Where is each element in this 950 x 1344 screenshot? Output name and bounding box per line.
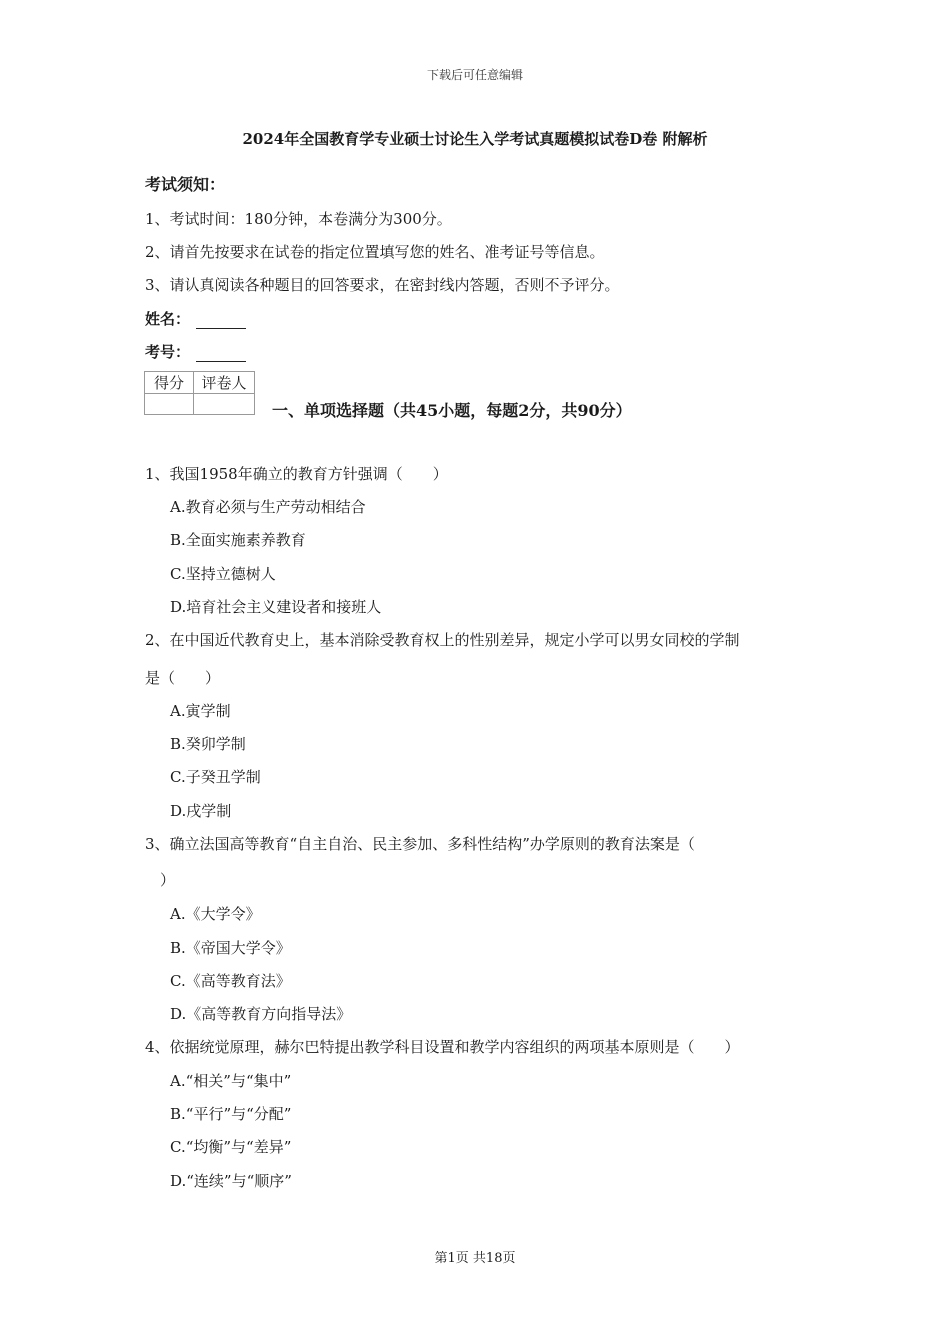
- question-option: C.坚持立德树人: [170, 565, 276, 583]
- question-option: A.“相关”与“集中”: [170, 1072, 292, 1090]
- question-option: D.培育社会主义建设者和接班人: [170, 598, 382, 616]
- name-field: [145, 308, 246, 329]
- section-heading: 一、单项选择题（共45小题，每题2分，共90分）: [272, 401, 632, 420]
- question-option: B.“平行”与“分配”: [170, 1105, 292, 1123]
- notice-item: 1、考试时间：180分钟，本卷满分为300分。: [145, 210, 452, 228]
- question-stem: 2、在中国近代教育史上，基本消除受教育权上的性别差异，规定小学可以男女同校的学制: [145, 631, 740, 649]
- page-footer: 第1页 共18页: [434, 1251, 516, 1266]
- question-option: C.子癸丑学制: [170, 768, 261, 786]
- notice-item: 2、请首先按要求在试卷的指定位置填写您的姓名、准考证号等信息。: [145, 243, 605, 261]
- notice-item: 3、请认真阅读各种题目的回答要求，在密封线内答题，否则不予评分。: [145, 276, 620, 294]
- question-option: C.《高等教育法》: [170, 972, 291, 990]
- name-label: 姓名：: [145, 310, 191, 328]
- question-stem: 3、确立法国高等教育“自主自治、民主参加、多科性结构”办学原则的教育法案是（: [145, 835, 695, 853]
- question-option: D.戌学制: [170, 802, 232, 820]
- question-stem: ）: [145, 871, 176, 889]
- notice-heading: 考试须知：: [145, 175, 226, 194]
- question-option: A.教育必须与生产劳动相结合: [170, 498, 366, 516]
- name-blank[interactable]: [196, 314, 246, 329]
- question-option: B.全面实施素养教育: [170, 531, 306, 549]
- document-title: 2024年全国教育学专业硕士讨论生入学考试真题模拟试卷D卷 附解析: [242, 130, 708, 148]
- id-label: 考号：: [145, 343, 191, 361]
- id-blank[interactable]: [196, 347, 246, 362]
- score-table: [144, 371, 255, 415]
- question-option: B.癸卯学制: [170, 735, 246, 753]
- question-stem: 1、我国1958年确立的教育方针强调（ ）: [145, 465, 448, 483]
- id-field: [145, 341, 246, 362]
- header-note: 下载后可任意编辑: [426, 68, 523, 82]
- question-option: A.寅学制: [170, 702, 231, 720]
- question-option: D.“连续”与“顺序”: [170, 1172, 292, 1190]
- question-stem: 4、依据统觉原理，赫尔巴特提出教学科目设置和教学内容组织的两项基本原则是（ ）: [145, 1038, 740, 1056]
- question-option: C.“均衡”与“差异”: [170, 1138, 292, 1156]
- question-stem: 是（ ）: [145, 669, 221, 687]
- grader-header: 评卷人: [194, 372, 255, 394]
- question-option: D.《高等教育方向指导法》: [170, 1005, 352, 1023]
- grader-cell[interactable]: [194, 394, 255, 415]
- question-option: A.《大学令》: [170, 905, 261, 923]
- question-option: B.《帝国大学令》: [170, 939, 291, 957]
- score-header: 得分: [145, 372, 194, 394]
- score-cell[interactable]: [145, 394, 194, 415]
